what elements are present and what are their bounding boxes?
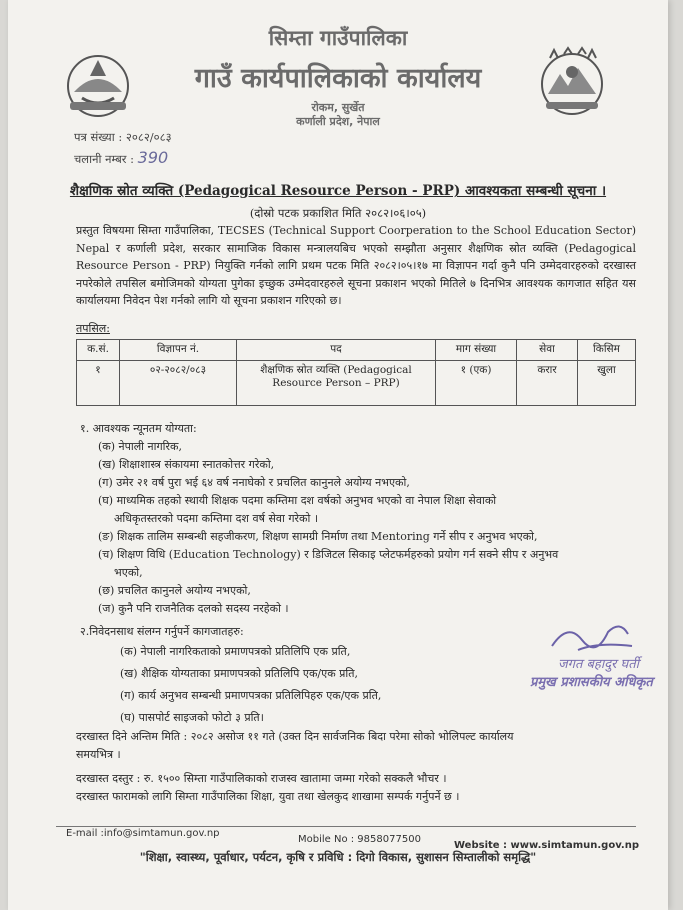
- table-header-row: [77, 340, 636, 361]
- list-item: (क) नेपाली नागरिक,: [98, 440, 182, 453]
- list-item: अधिकृतस्तरको पदमा कम्तिमा दश वर्ष सेवा गरेको ।: [114, 512, 318, 525]
- table-header: सेवा: [517, 340, 578, 361]
- patra-value: २०८२/०८३: [125, 130, 172, 144]
- list-item: (ख) शिक्षाशास्त्र संकायमा स्नातकोत्तर गरेको,: [98, 458, 275, 471]
- form-line: दरखास्त फारामको लागि सिम्ता गाउँपालिका शिक्षा, युवा तथा खेलकुद शाखामा सम्पर्क गर्नुपर्ने छ ।: [76, 790, 460, 803]
- documents-section: [80, 623, 520, 729]
- deadline-line: समयभित्र ।: [76, 748, 121, 761]
- footer-website: Website : www.simtamun.gov.np: [454, 840, 639, 851]
- table-cell: करार: [517, 361, 578, 406]
- list-item: भएको,: [114, 566, 143, 579]
- list-item: (क) नेपाली नागरिकताको प्रमाणपत्रको प्रतिलिपि एक प्रति,: [120, 645, 351, 658]
- list-item: (घ) पासपोर्ट साइजको फोटो ३ प्रति।: [120, 711, 264, 724]
- deadline-line: दरखास्त दिने अन्तिम मिति : २०८२ असोज ११ गते (उक्त दिन सार्वजनिक बिदा परेमा सोको भोलिपल्ट कार्यालय: [76, 730, 514, 743]
- municipality-name: सिम्ता गाउँपालिका: [268, 26, 408, 50]
- list-item: (ग) कार्य अनुभव सम्बन्धी प्रमाणपत्रका प्रतिलिपिहरु एक/एक प्रति,: [120, 689, 382, 702]
- chalani-value: 390: [137, 148, 169, 167]
- table-header: किसिम: [578, 340, 636, 361]
- signatory-name: जगत बहादुर घर्ती: [558, 657, 640, 672]
- office-name: गाउँ कार्यपालिकाको कार्यालय: [194, 63, 482, 94]
- qualifications-heading: १. आवश्यक न्यूनतम योग्यता:: [80, 422, 197, 435]
- table-cell: १ (एक): [436, 361, 517, 406]
- patra-sankhya: [74, 130, 172, 145]
- table-cell: १: [77, 361, 120, 406]
- list-item: (ज) कुनै पनि राजनैतिक दलको सदस्य नरहेको ।: [98, 602, 289, 615]
- footer-mobile: Mobile No : 9858077500: [298, 834, 421, 845]
- list-item: (छ) प्रचलित कानुनले अयोग्य नभएको,: [98, 584, 251, 597]
- documents-heading: २.निवेदनसाथ संलग्न गर्नुपर्ने कागजातहरु:: [80, 625, 244, 638]
- signature-scribble-icon: [548, 612, 638, 658]
- table-cell: खुला: [578, 361, 636, 406]
- list-item: (ङ) शिक्षक तालिम सम्बन्धी सहजीकरण, शिक्षण सामग्री निर्माण तथा Mentoring गर्ने सीप र अनुभव भएको,: [98, 530, 538, 543]
- chalani-number: [74, 148, 168, 167]
- signatory-designation: प्रमुख प्रशासकीय अधिकृत: [530, 675, 653, 690]
- office-province: कर्णाली प्रदेश, नेपाल: [296, 115, 380, 128]
- footer-slogan: "शिक्षा, स्वास्थ्य, पूर्वाधार, पर्यटन, कृषि र प्रविधि : दिगो विकास, सुशासन सिम्तालीको समृद्धि": [139, 850, 537, 864]
- table-row: [77, 361, 636, 406]
- table-header: पद: [237, 340, 436, 361]
- notice-subtitle: (दोस्रो पटक प्रकाशित मिति २०८२।०६।०५): [249, 206, 427, 220]
- table-cell: ०२-२०८२/०८३: [120, 361, 237, 406]
- notice-paragraph: प्रस्तुत विषयमा सिम्ता गाउँपालिका, TECSES (Technical Support Coorperation to the School Education Sector) Nepal र कर्णाली प्रदेश, सरकार सामाजिक विकास मन्त्रालयबिच भएको सम्झौता अनुसार शैक्षणिक स्रोत व्यक्ति (Pedagogical Resource Person - PRP) नियुक्ति गर्नको लागि प्रथम पटक मिति २०८२।०५।१७ मा विज्ञापन गर्दा कुनै पनि उम्मेदवारहरुको दरखास्त नपरेकोले तपसिल बमोजिमको योग्यता पुगेका इच्छुक उम्मेदवारहरुले सूचना प्रकाशन भएको मितिले ७ दिनभित्र आवश्यक कागजात सहित यस कार्यालयमा निवेदन पेश गर्नको लागि यो सूचना प्रकाशन गरिएको छ।: [76, 224, 636, 307]
- footer-divider: [56, 826, 636, 827]
- table-header: माग संख्या: [436, 340, 517, 361]
- patra-label: पत्र संख्या :: [74, 130, 123, 144]
- table-header: विज्ञापन नं.: [120, 340, 237, 361]
- table-label: तपसिल:: [76, 322, 110, 335]
- closing-section: [76, 728, 646, 806]
- notice-document: [8, 0, 668, 910]
- qualifications-section: [80, 420, 640, 618]
- footer-email: E-mail :info@simtamun.gov.np: [66, 828, 220, 839]
- table-header: क.सं.: [77, 340, 120, 361]
- list-item: (च) शिक्षण विधि (Education Technology) र डिजिटल सिकाइ प्लेटफर्महरुको प्रयोग गर्न सक्ने सीप र अनुभव: [98, 548, 559, 561]
- table-cell: शैक्षणिक स्रोत व्यक्ति (Pedagogical Resource Person – PRP): [237, 361, 436, 406]
- list-item: (ख) शैक्षिक योग्यताका प्रमाणपत्रको प्रतिलिपि एक/एक प्रति,: [120, 667, 359, 680]
- office-location: रोकम, सुर्खेत: [311, 101, 365, 114]
- fee-line: दरखास्त दस्तुर : रु. १५०० सिम्ता गाउँपालिकाको राजस्व खातामा जम्मा गरेको सक्कलै भौचर ।: [76, 772, 447, 785]
- notice-title: शैक्षणिक स्रोत व्यक्ति (Pedagogical Resource Person - PRP) आवश्यकता सम्बन्धी सूचना ।: [69, 183, 607, 199]
- list-item: (ग) उमेर २१ वर्ष पुरा भई ६४ वर्ष ननाघेको र प्रचलित कानुनले अयोग्य नभएको,: [98, 476, 410, 489]
- list-item: (घ) माध्यमिक तहको स्थायी शिक्षक पदमा कम्तिमा दश वर्षको अनुभव भएको वा नेपाल शिक्षा सेवाको: [98, 494, 497, 507]
- post-table: [76, 339, 636, 406]
- chalani-label: चलानी नम्बर :: [74, 152, 135, 166]
